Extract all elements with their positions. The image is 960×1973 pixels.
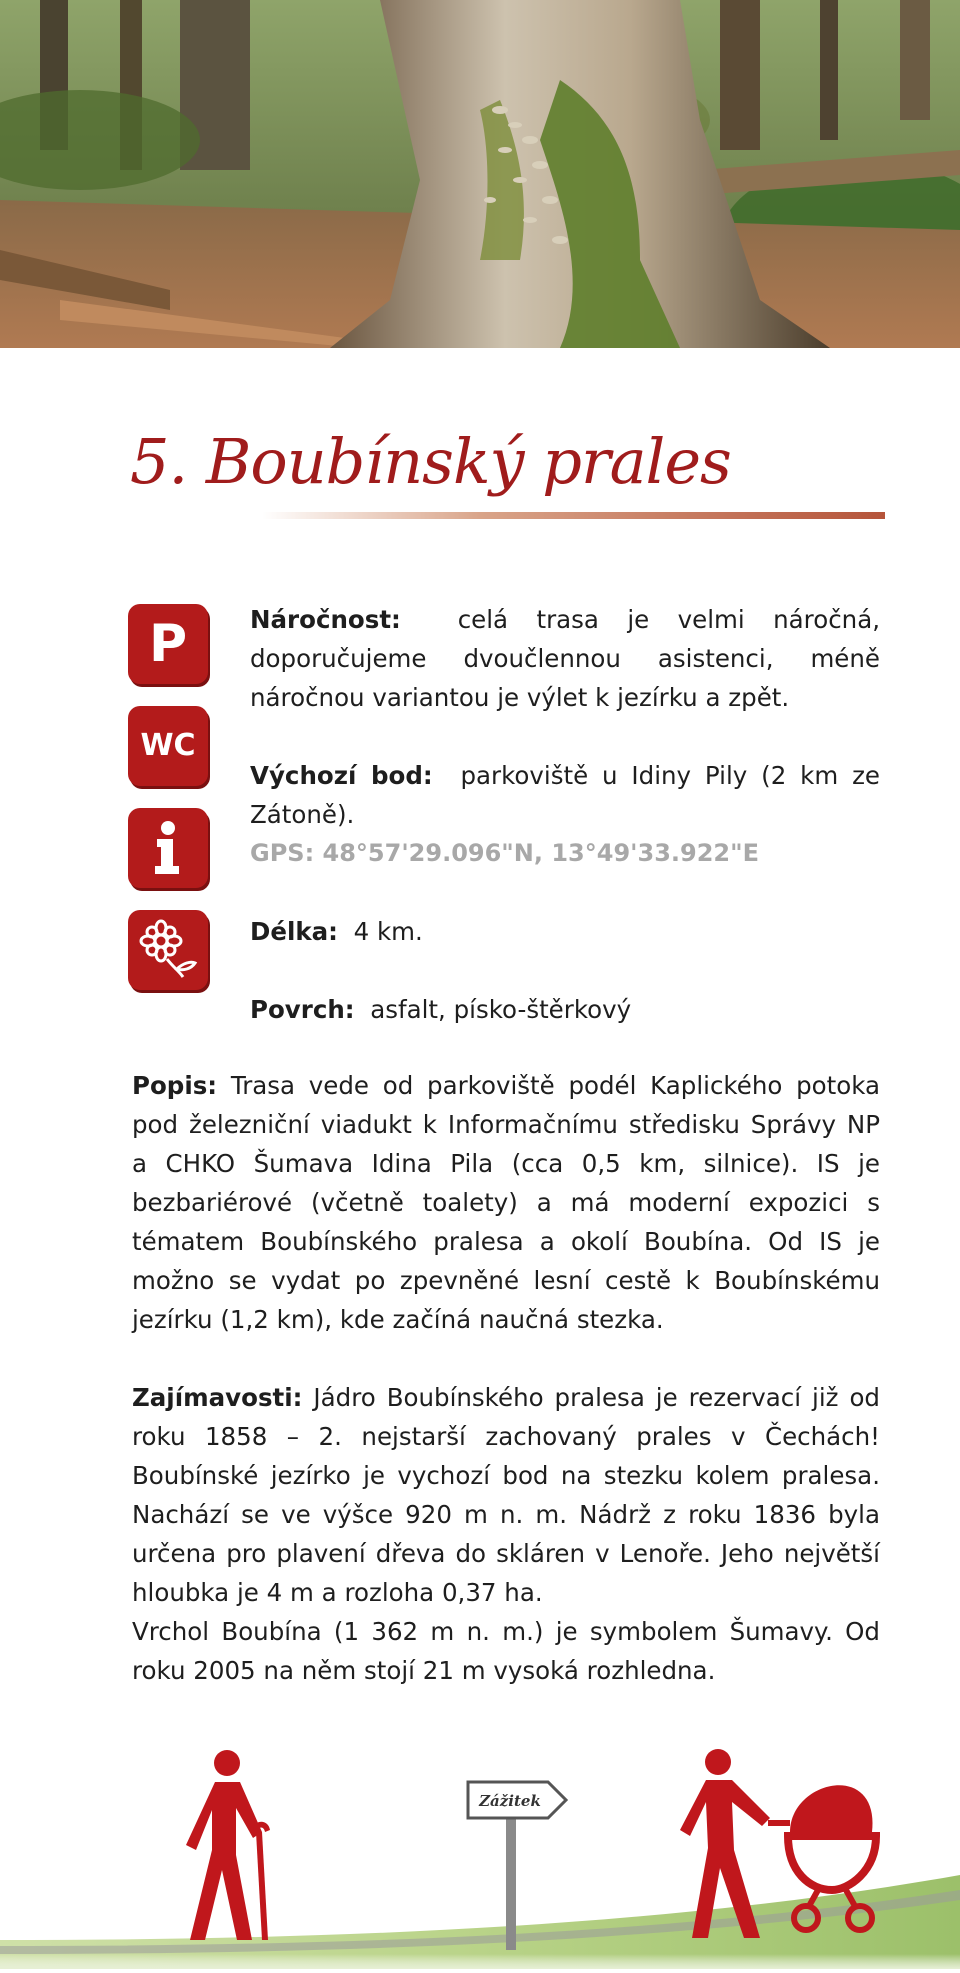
surface-row (250, 990, 880, 1029)
length-value: 4 km. (353, 917, 423, 946)
surface-value: asfalt, písko-štěrkový (370, 995, 632, 1024)
footer-illustration (0, 1740, 960, 1969)
highlights-text: Jádro Boubínského pralesa je rezervací již od roku 1858 – 2. nejstarší zachovaný prales v Čechách! Boubínské jezírko je vychozí bod na stezku kolem pralesa. Nachází se ve výšce 920 m n. m. Nádrž z roku 1836 byla určena pro plavení dřeva do skláren v Lenoře. Jeho největší hloubka je 4 m a rozloha 0,37 ha. (132, 1383, 880, 1607)
forest-illustration (0, 0, 960, 348)
difficulty-value: celá trasa je velmi náročná, doporučujeme dvoučlennou asistenci, méně náročnou variantou je výlet k jezírku a zpět. (250, 605, 880, 712)
description-paragraph (132, 1066, 880, 1339)
flower-icon (128, 910, 208, 990)
description-label: Popis: (132, 1071, 218, 1100)
highlights-paragraph (132, 1378, 880, 1612)
route-info (250, 600, 880, 1029)
parking-icon (128, 604, 208, 684)
gps-coordinates: GPS: 48°57'29.096"N, 13°49'33.922"E (250, 839, 760, 867)
difficulty-label: Náročnost: (250, 605, 401, 634)
start-label: Výchozí bod: (250, 761, 433, 790)
title-underline (262, 512, 885, 519)
hero-forest-photo (0, 0, 960, 348)
walker-icon (186, 1750, 270, 1940)
highlights-label: Zajímavosti: (132, 1383, 303, 1412)
amenity-icons (128, 604, 212, 1012)
start-value: parkoviště u Idiny Pily (2 km ze Zátoně). (250, 761, 881, 829)
signpost-label: Zážitek (479, 1792, 541, 1810)
route-description (132, 1066, 880, 1690)
parking-icon-label: P (148, 614, 188, 674)
wc-icon (128, 706, 208, 786)
surface-label: Povrch: (250, 995, 355, 1024)
footer-graphics (0, 1740, 960, 1969)
difficulty-row (250, 600, 880, 717)
highlights-paragraph-2: Vrchol Boubína (1 362 m n. m.) je symbolem Šumavy. Od roku 2005 na něm stojí 21 m vysoká rozhledna. (132, 1617, 880, 1685)
information-icon (128, 808, 208, 888)
start-row (250, 756, 880, 834)
flower-glyph (137, 919, 199, 981)
description-text: Trasa vede od parkoviště podél Kaplického potoka pod železniční viadukt k Informačnímu středisku Správy NP a CHKO Šumava Idina Pila (cca 0,5 km, silnice). IS je bezbariérové (včetně toalety) a má moderní expozici s tématem Boubínského pralesa a okolí Boubína. Od IS je možno se vydat po zpevněné lesní cestě k Boubínskému jezírku (1,2 km), kde začíná naučná stezka. (132, 1071, 880, 1334)
wc-icon-label: WC (140, 728, 196, 763)
information-glyph (151, 820, 185, 876)
page-title: 5. Boubínský prales (130, 425, 731, 498)
length-label: Délka: (250, 917, 338, 946)
length-row (250, 912, 880, 951)
